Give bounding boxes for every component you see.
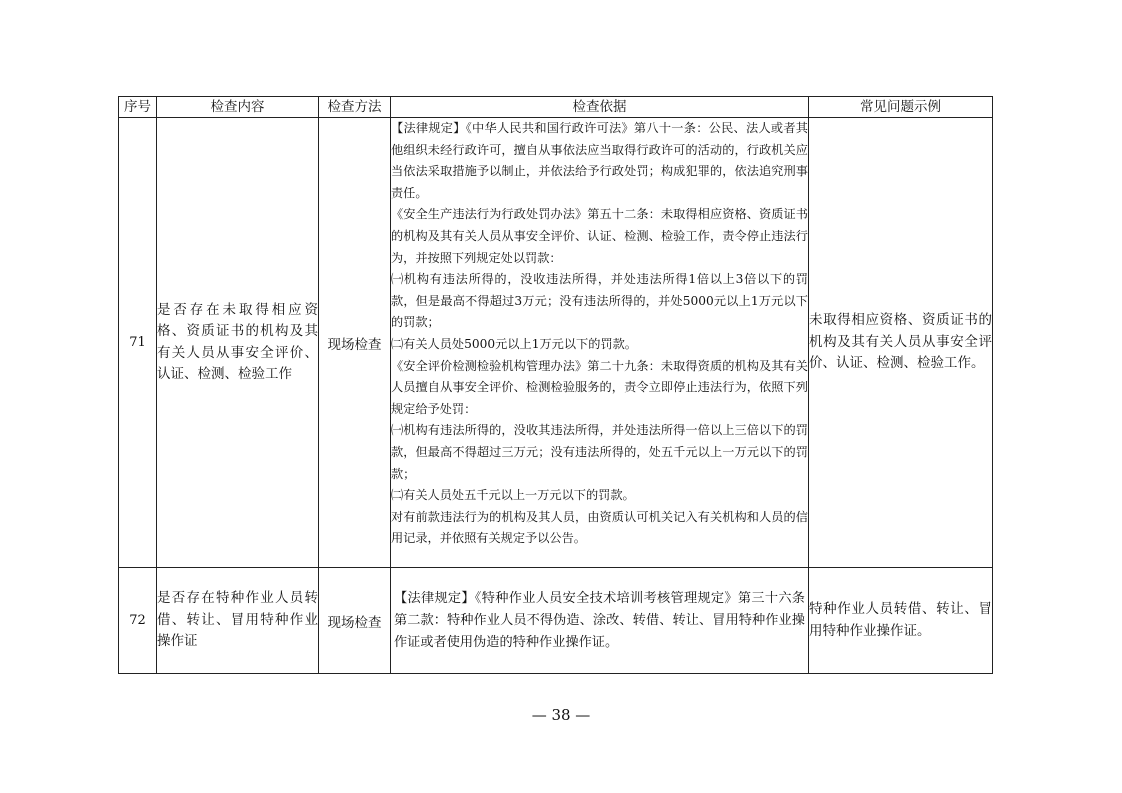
page-number: — 38 — bbox=[531, 706, 591, 724]
table-header-row bbox=[119, 97, 993, 118]
basis-paragraph: 《安全生产违法行为行政处罚办法》第五十二条：未取得相应资格、资质证书的机构及其有关人员从事安全评价、认证、检测、检验工作，责令停止违法行为，并按照下列规定处以罚款： bbox=[391, 207, 808, 265]
table-row bbox=[119, 568, 993, 674]
common-problem: 特种作业人员转借、转让、冒用特种作业操作证。 bbox=[809, 568, 993, 674]
inspection-content: 是否存在未取得相应资格、资质证书的机构及其有关人员从事安全评价、认证、检测、检验工作 bbox=[157, 118, 319, 568]
header-basis: 检查依据 bbox=[391, 97, 809, 118]
basis-paragraph: ㈠机构有违法所得的，没收其违法所得，并处违法所得一倍以上三倍以下的罚款，但最高不得超过三万元；没有违法所得的，处五千元以上一万元以下的罚款； bbox=[391, 423, 808, 481]
inspection-content: 是否存在特种作业人员转借、转让、冒用特种作业操作证 bbox=[157, 568, 319, 674]
header-method: 检查方法 bbox=[319, 97, 391, 118]
basis-paragraph: 【法律规定】《特种作业人员安全技术培训考核管理规定》第三十六条第二款：特种作业人员不得伪造、涂改、转借、转让、冒用特种作业操作证或者使用伪造的特种作业操作证。 bbox=[394, 590, 805, 650]
inspection-table bbox=[118, 96, 993, 674]
inspection-method: 现场检查 bbox=[319, 568, 391, 674]
header-problem: 常见问题示例 bbox=[809, 97, 993, 118]
header-number: 序号 bbox=[119, 97, 157, 118]
inspection-basis bbox=[391, 568, 809, 674]
row-number: 72 bbox=[119, 568, 157, 674]
table-row bbox=[119, 118, 993, 568]
basis-paragraph: ㈡有关人员处5000元以上1万元以下的罚款。 bbox=[391, 336, 637, 351]
inspection-method: 现场检查 bbox=[319, 118, 391, 568]
header-content: 检查内容 bbox=[157, 97, 319, 118]
basis-paragraph: 【法律规定】《中华人民共和国行政许可法》第八十一条：公民、法人或者其他组织未经行政许可，擅自从事依法应当取得行政许可的活动的，行政机关应当依法采取措施予以制止，并依法给予行政处罚；构成犯罪的，依法追究刑事责任。 bbox=[391, 121, 808, 200]
basis-paragraph: ㈠机构有违法所得的，没收违法所得，并处违法所得1倍以上3倍以下的罚款，但是最高不得超过3万元；没有违法所得的，并处5000元以上1万元以下的罚款； bbox=[391, 272, 808, 330]
basis-paragraph: 《安全评价检测检验机构管理办法》第二十九条：未取得资质的机构及其有关人员擅自从事安全评价、检测检验服务的，责令立即停止违法行为，依照下列规定给予处罚： bbox=[391, 358, 808, 416]
row-number: 71 bbox=[119, 118, 157, 568]
basis-paragraph: 对有前款违法行为的机构及其人员，由资质认可机关记入有关机构和人员的信用记录，并依照有关规定予以公告。 bbox=[391, 509, 808, 546]
basis-paragraph: ㈡有关人员处五千元以上一万元以下的罚款。 bbox=[391, 488, 635, 503]
common-problem: 未取得相应资格、资质证书的机构及其有关人员从事安全评价、认证、检测、检验工作。 bbox=[809, 118, 993, 568]
inspection-basis bbox=[391, 118, 809, 568]
